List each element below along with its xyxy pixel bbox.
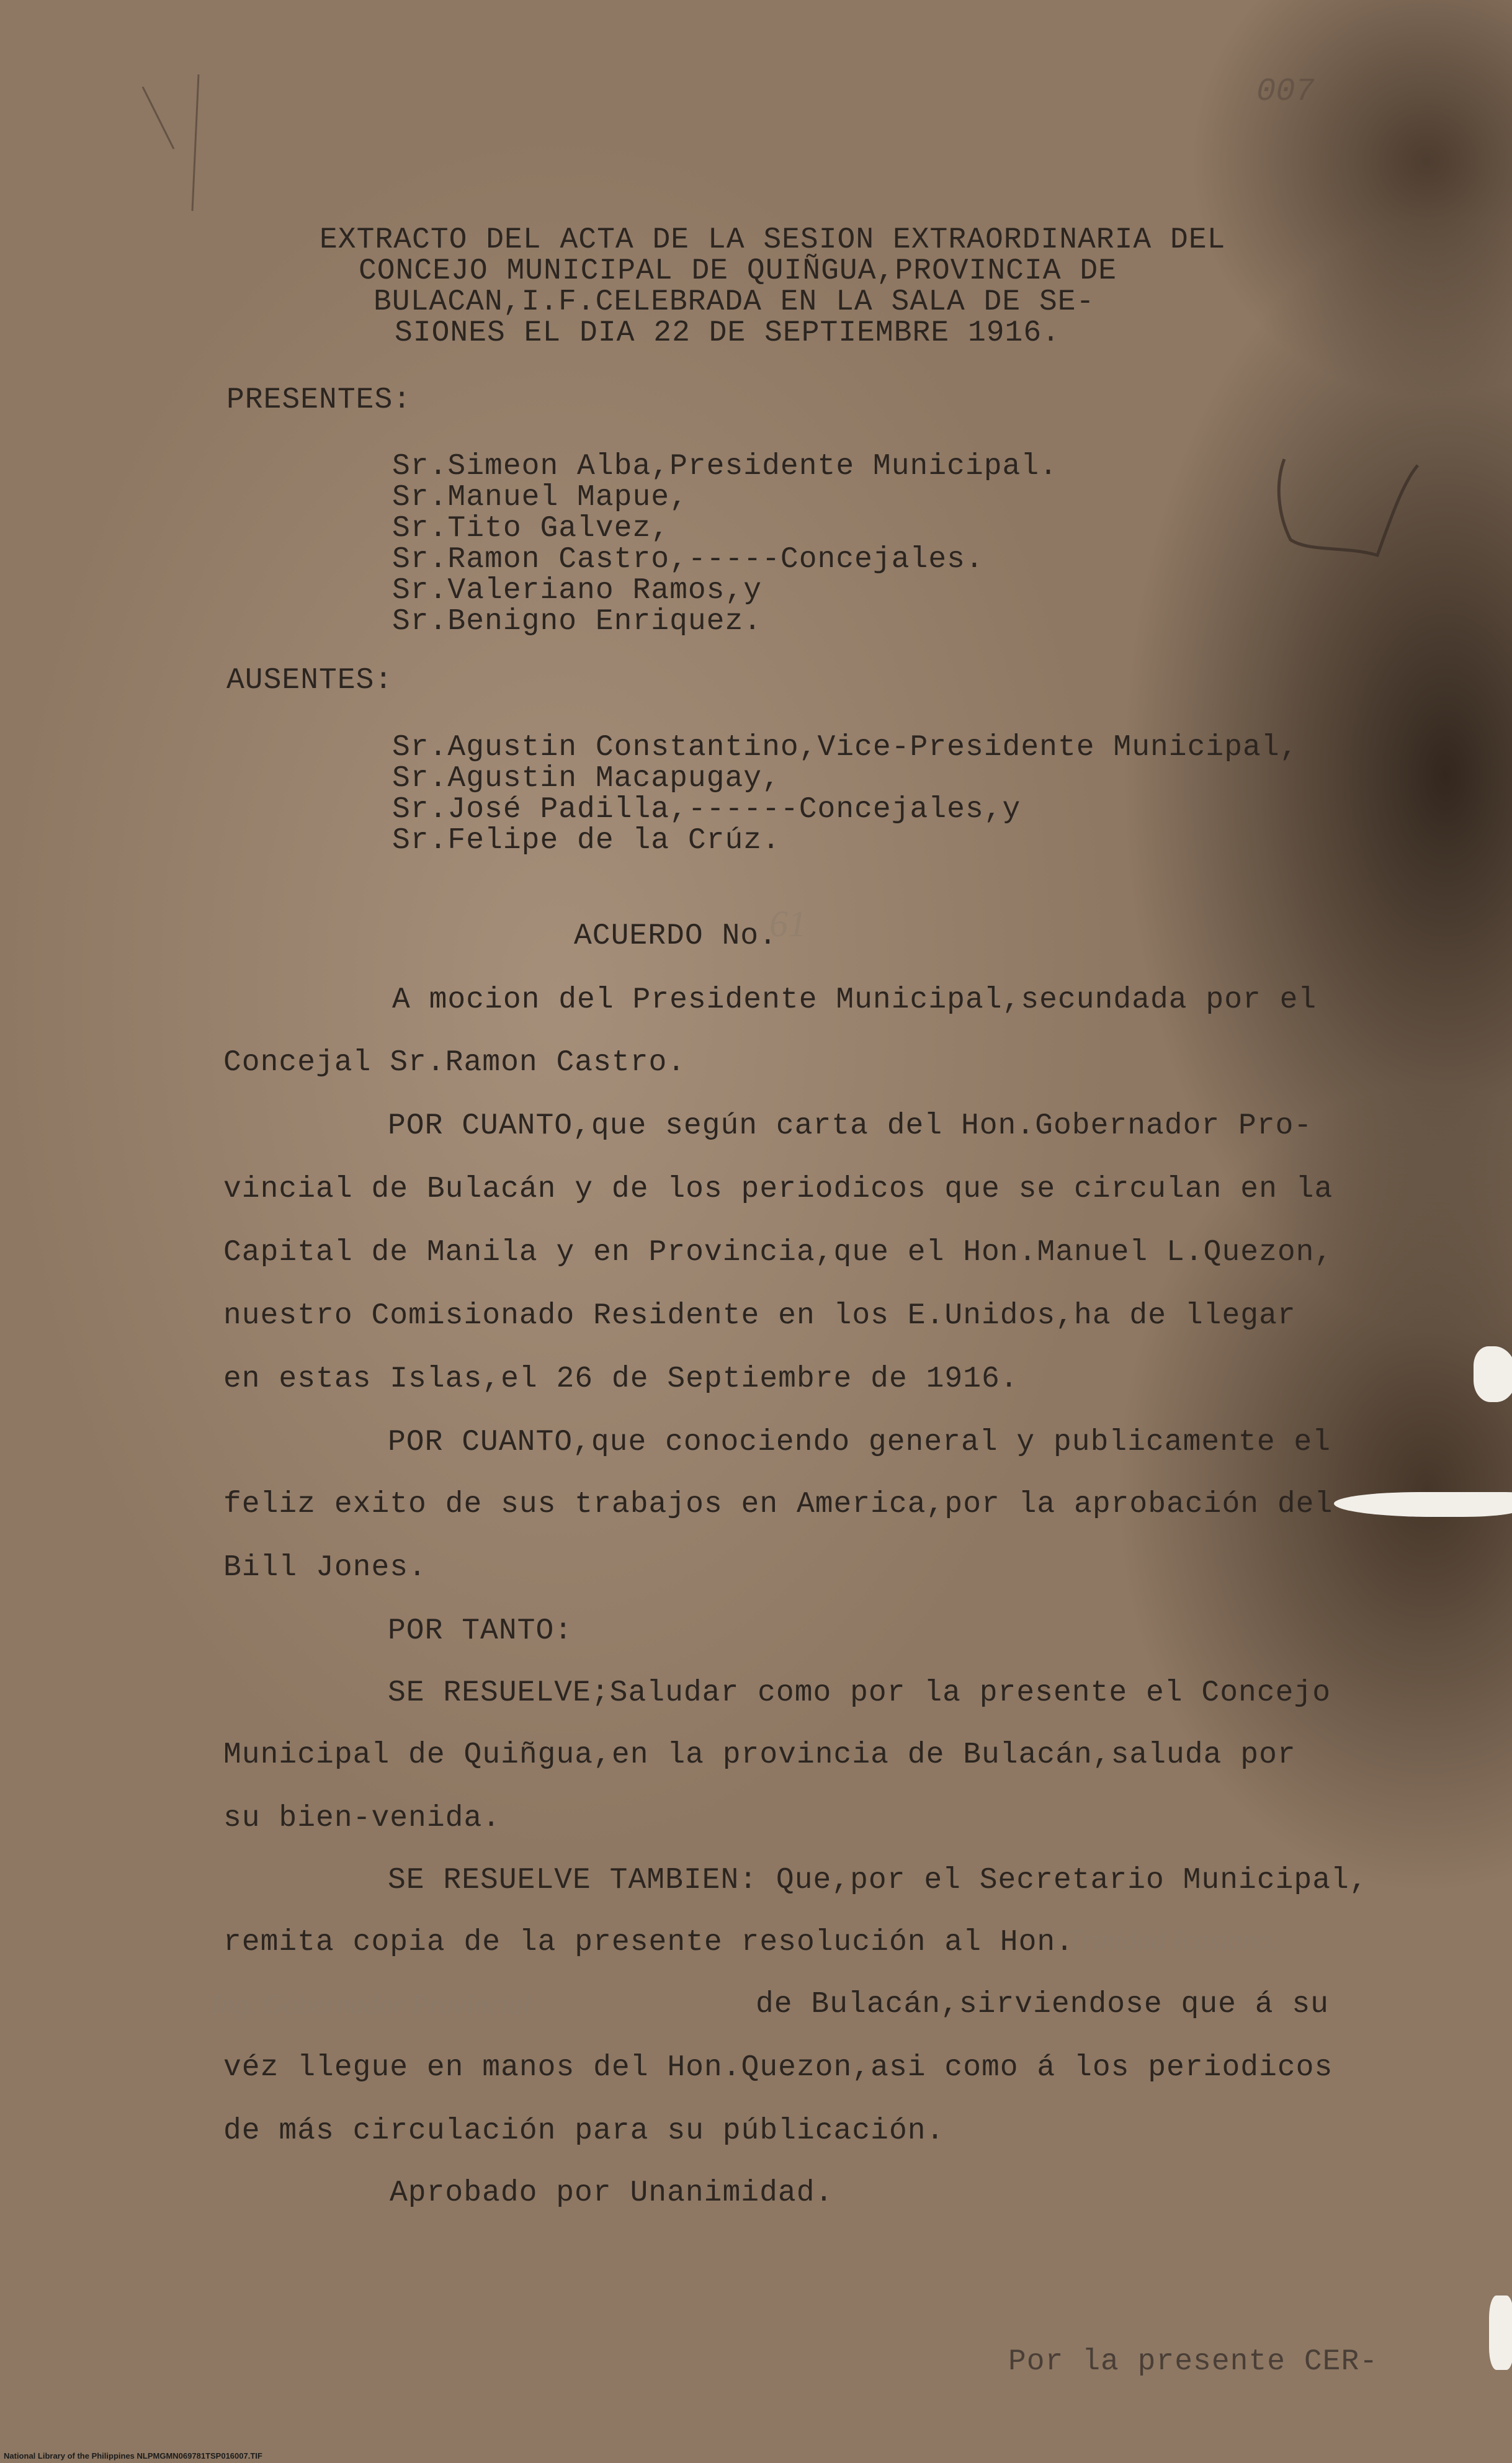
body-line: en estas Islas,el 26 de Septiembre de 1916. bbox=[223, 1362, 1019, 1396]
body-line: de Bulacán,sirviendose que á su bbox=[756, 1988, 1329, 2021]
body-line: Municipal de Quiñgua,en la provincia de Bulacán,saluda por bbox=[223, 1738, 1296, 1772]
title-line: SIONES EL DIA 22 DE SEPTIEMBRE 1916. bbox=[395, 316, 1060, 350]
body-line: SE RESUELVE;Saludar como por la presente el Concejo bbox=[388, 1676, 1331, 1710]
attendee: Sr.Ramon Castro,-----Concejales. bbox=[392, 543, 984, 576]
attendee: Sr.Valeriano Ramos,y bbox=[392, 574, 763, 607]
attendee: Sr.Tito Galvez, bbox=[392, 512, 670, 545]
absentee: Sr.José Padilla,------Concejales,y bbox=[392, 793, 1021, 826]
body-line: feliz exito de sus trabajos en America,por la aprobación del bbox=[223, 1488, 1333, 1521]
body-line: A mocion del Presidente Municipal,secundada por el bbox=[392, 983, 1317, 1017]
attendee: Sr.Benigno Enriquez. bbox=[392, 605, 763, 638]
body-line: POR TANTO: bbox=[388, 1614, 573, 1648]
body-line: POR CUANTO,que según carta del Hon.Gobernador Pro- bbox=[388, 1109, 1313, 1143]
body-line: Concejal Sr.Ramon Castro. bbox=[223, 1046, 686, 1080]
body-line: vincial de Bulacán y de los periodicos que se circulan en la bbox=[223, 1173, 1333, 1206]
handwritten-name: Trinidad Icasiano, bbox=[1067, 1924, 1278, 1956]
absentee: Sr.Agustin Macapugay, bbox=[392, 762, 781, 795]
attendee: Sr.Simeon Alba,Presidente Municipal. bbox=[392, 450, 1058, 483]
presentes-label: PRESENTES: bbox=[226, 383, 412, 417]
title-line: BULACAN,I.F.CELEBRADA EN LA SALA DE SE- bbox=[374, 285, 1095, 319]
absentee: Sr.Agustin Constantino,Vice-Presidente Municipal, bbox=[392, 731, 1299, 764]
body-line: Capital de Manila y en Provincia,que el Hon.Manuel L.Quezon, bbox=[223, 1236, 1333, 1269]
body-line: SE RESUELVE TAMBIEN: Que,por el Secretario Municipal, bbox=[388, 1864, 1368, 1897]
torn-hole bbox=[1489, 2295, 1512, 2370]
page-number-stamp: 007 bbox=[1256, 73, 1315, 110]
handwritten-checkmark bbox=[1272, 447, 1421, 571]
acuerdo-heading: ACUERDO No. bbox=[574, 919, 777, 953]
body-line: Aprobado por Unanimidad. bbox=[390, 2176, 834, 2210]
acuerdo-number: 61 bbox=[769, 903, 807, 944]
ausentes-label: AUSENTES: bbox=[226, 664, 393, 697]
torn-hole bbox=[1474, 1346, 1512, 1402]
body-line: véz llegue en manos del Hon.Quezon,asi como á los periodicos bbox=[223, 2051, 1333, 2085]
body-line: POR CUANTO,que conociendo general y publicamente el bbox=[388, 1426, 1331, 1459]
attendee: Sr.Manuel Mapue, bbox=[392, 481, 688, 514]
handwritten-scribble bbox=[130, 62, 242, 223]
archive-footer: National Library of the Philippines NLPMGMN069781TSP016007.TIF bbox=[4, 2451, 262, 2461]
handwritten-title: Ing. Gobernador Provincial bbox=[211, 1988, 531, 2020]
body-line: de más circulación para su públicación. bbox=[223, 2114, 945, 2148]
absentee: Sr.Felipe de la Crúz. bbox=[392, 824, 781, 857]
title-line: EXTRACTO DEL ACTA DE LA SESION EXTRAORDINARIA DEL bbox=[320, 223, 1226, 257]
torn-hole bbox=[1334, 1492, 1512, 1517]
closing-text: Por la presente CER- bbox=[1008, 2345, 1379, 2379]
body-line: remita copia de la presente resolución al Hon. bbox=[223, 1926, 1075, 1959]
title-line: CONCEJO MUNICIPAL DE QUIÑGUA,PROVINCIA DE bbox=[359, 254, 1117, 288]
body-line: nuestro Comisionado Residente en los E.Unidos,ha de llegar bbox=[223, 1299, 1296, 1333]
body-line: Bill Jones. bbox=[223, 1551, 427, 1585]
body-line: su bien-venida. bbox=[223, 1802, 501, 1835]
